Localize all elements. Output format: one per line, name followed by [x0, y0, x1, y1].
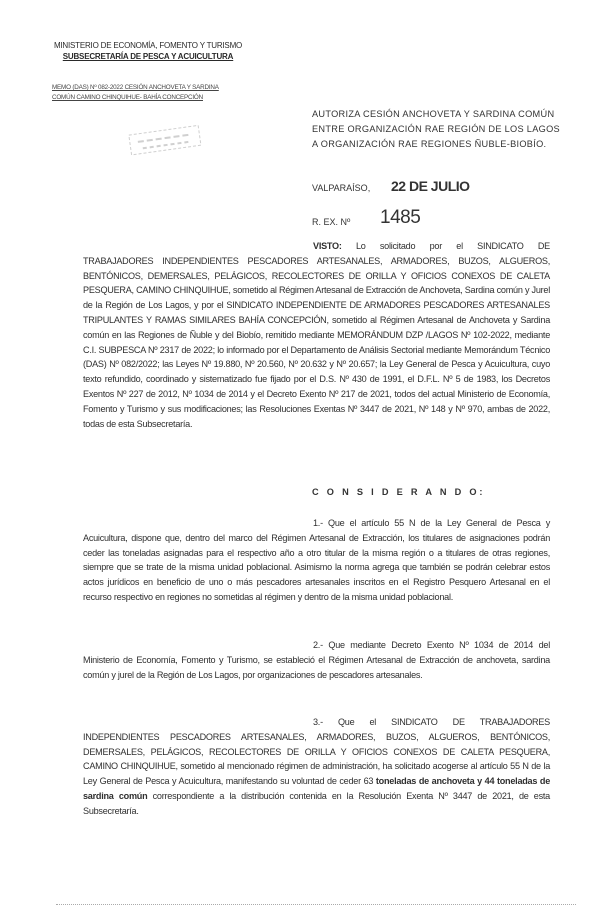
ministry-name: MINISTERIO DE ECONOMÍA, FOMENTO Y TURISMO: [53, 41, 243, 50]
considerando-3-text-c: correspondiente a la distribución contenida en la Resolución Exenta Nº 3447 de 2021, de esta Subsecretaría.: [83, 790, 550, 816]
stamp-mark: [126, 121, 205, 161]
considerando-3-text-a: 3.- Que el SINDICATO DE TRABAJADORES INDEPENDIENTES PESCADORES ARTESANALES, ARMADORES, BUZOS, ALGUEROS, BENTÓNICOS, DEMERSALES, PELÁGICOS, RECOLECTORES DE ORILLA Y OFICIOS CONEXOS DE CALETA PESQUERA, CAMINO CHINQUIHUE, sometido al mencionado régimen de administración, ha solicitado acogerse al artículo 55 N de la Ley General de Pesca y Acuicultura, manifestando su voluntad de ceder 63: [83, 717, 550, 787]
resolution-date: 22 DE JULIO: [391, 178, 470, 194]
resolution-title: AUTORIZA CESIÓN ANCHOVETA Y SARDINA COMÚN ENTRE ORGANIZACIÓN RAE REGIÓN DE LOS LAGOS A ORGANIZACIÓN RAE REGIONES ÑUBLE-BIOBÍO.: [312, 109, 560, 149]
considerando-3: [83, 715, 550, 819]
place-label: VALPARAÍSO,: [312, 183, 371, 193]
considerando-2: [83, 638, 550, 682]
rex-label: R. EX. Nº: [312, 217, 351, 227]
visto-text: Lo solicitado por el SINDICATO DE TRABAJADORES INDEPENDIENTES PESCADORES ARTESANALES, ARMADORES, BUZOS, ALGUEROS, BENTÓNICOS, DEMERSALES, PELÁGICOS, RECOLECTORES DE ORILLA Y OFICIOS CONEXOS DE CALETA PESQUERA, CAMINO CHINQUIHUE, sometido al Régimen Artesanal de Extracción de Anchoveta, Sardina común y Jurel de la Región de Los Lagos, y por el SINDICATO INDEPENDIENTE DE ARMADORES PESCADORES ARTESANALES TRIPULANTES Y RAMAS SIMILARES BAHÍA CONCEPCIÓN, sometido al Régimen Artesanal de Anchoveta y Sardina común en las Regiones de Ñuble y del Biobío, remitido mediante MEMORÁNDUM DZP /LAGOS Nº 102-2022, mediante C.I. SUBPESCA Nº 2317 de 2022; lo informado por el Departamento de Análisis Sectorial mediante Memorándum Técnico (DAS) Nº 082/2022; las Leyes Nº 19.880, Nº 20.560, Nº 20.632 y Nº 20.657; la Ley General de Pesca y Acuicultura, cuyo texto refundido, coordinado y sistematizado fue fijado por el D.S. Nº 430 de 1991, el D.F.L. Nº 5 de 1983, los Decretos Exentos Nº 227 de 2012, Nº 1034 de 2014 y el Decreto Exento Nº 217 de 2021, todos del actual Ministerio de Economía, Fomento y Turismo y sus modificaciones; las Resoluciones Exentas Nº 3447 de 2021, Nº 148 y Nº 970, ambas de 2022, todas de esta Subsecretaría.: [83, 241, 550, 429]
rex-number: 1485: [380, 207, 421, 228]
memo-line-1: MEMO (DAS) Nº 082-2022 CESIÓN ANCHOVETA Y SARDINA: [52, 84, 219, 91]
letterhead: [48, 40, 248, 62]
considerando-1-text: 1.- Que el artículo 55 N de la Ley General de Pesca y Acuicultura, dispone que, dentro del marco del Régimen Artesanal de Extracción, los titulares de asignaciones podrán ceder las toneladas asignadas para el respectivo año a otro titular de la misma región o a titulares de otras regiones, siempre que se trate de la misma unidad poblacional. Asimismo la norma agrega que también se podrán celebrar estos actos jurídicos en beneficio de uno o más pescadores artesanales inscritos en el Registro Pesquero Artesanal en el recurso respectivo en regiones no sometidas al régimen y dentro de la misma unidad poblacional.: [83, 518, 550, 602]
considerando-3-emphasis: toneladas de anchoveta y 44 toneladas de sardina común: [83, 776, 550, 801]
visto-paragraph: [83, 239, 550, 431]
faded-stamp: [126, 121, 205, 161]
memo-reference: [52, 83, 252, 103]
considerando-1: [83, 516, 550, 605]
subsecretaria-name: SUBSECRETARÍA DE PESCA Y ACUICULTURA: [62, 52, 234, 61]
considerando-2-text: 2.- Que mediante Decreto Exento Nº 1034 de 2014 del Ministerio de Economía, Fomento y Turismo, se estableció el Régimen Artesanal de Extracción de anchoveta, sardina común y jurel de la Región de Los Lagos, por organizaciones de pescadores artesanales.: [83, 640, 550, 680]
visto-label: VISTO:: [313, 241, 342, 251]
page-bottom-rule: [56, 904, 576, 906]
memo-line-2: COMÚN CAMINO CHINQUIHUE- BAHÍA CONCEPCIÓN: [52, 94, 203, 101]
considerando-heading: C O N S I D E R A N D O:: [312, 487, 486, 497]
